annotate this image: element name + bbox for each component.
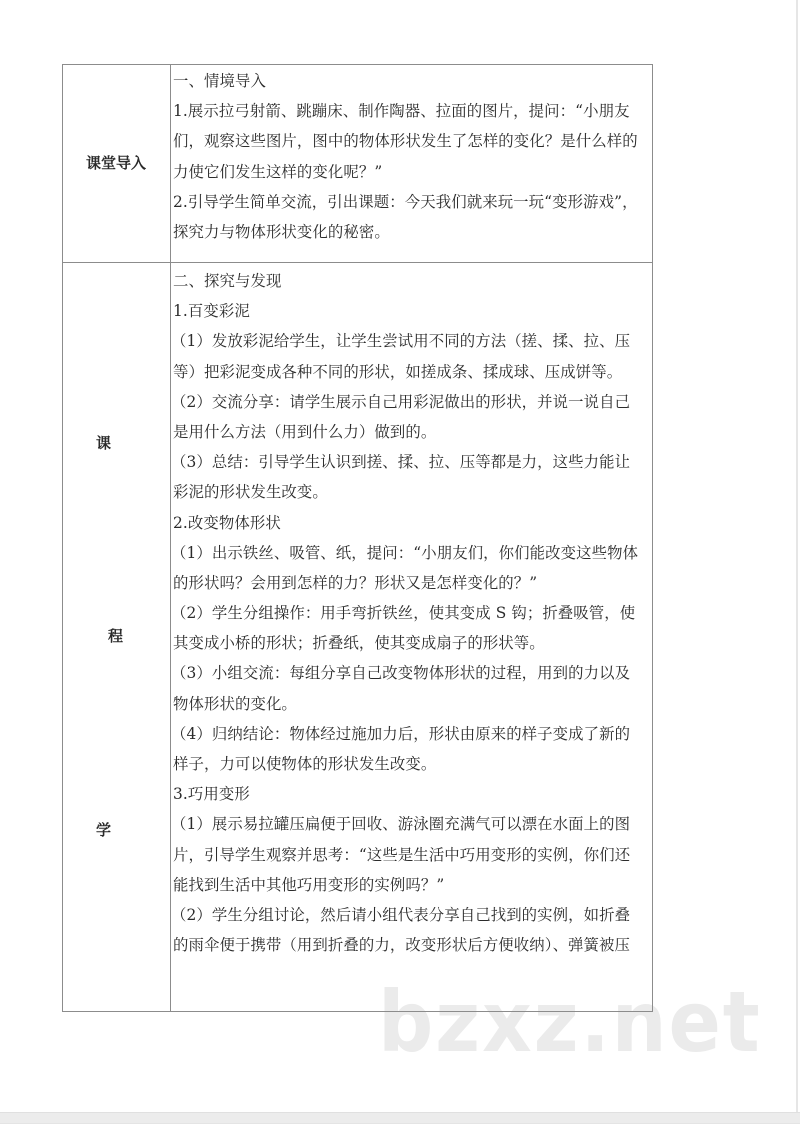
- text-line: （1）出示铁丝、吸管、纸，提问：“小朋友们，你们能改变这些物体: [171, 543, 639, 562]
- text-line: 片，引导学生观察并思考：“这些是生活中巧用变形的实例，你们还: [173, 845, 631, 864]
- lesson-plan-table: [62, 64, 653, 1012]
- text-line: （2）交流分享：请学生展示自己用彩泥做出的形状，并说一说自己: [171, 392, 631, 411]
- subsection-heading: 3.巧用变形: [173, 785, 250, 804]
- text-line: 其变成小桥的形状；折叠纸，使其变成扇子的形状等。: [173, 634, 545, 653]
- text-line: 是用什么方法（用到什么力）做到的。: [173, 422, 437, 441]
- text-line: 探究力与物体形状变化的秘密。: [173, 222, 390, 241]
- page-edge: [796, 0, 798, 1112]
- text-line: （1）展示易拉罐压扁便于回收、游泳圈充满气可以漂在水面上的图: [171, 815, 631, 834]
- text-line: 彩泥的形状发生改变。: [173, 483, 328, 502]
- text-line: 的形状吗？会用到怎样的力？形状又是怎样变化的？”: [173, 573, 538, 592]
- subsection-heading: 1.百变彩泥: [173, 302, 250, 321]
- text-line: 样子，力可以使物体的形状发生改变。: [173, 755, 437, 773]
- text-line: （4）归纳结论：物体经过施加力后，形状由原来的样子变成了新的: [171, 724, 631, 743]
- text-line: 能找到生活中其他巧用变形的实例吗？”: [173, 875, 445, 894]
- table-row-lesson-process: [63, 263, 653, 1012]
- text-line: 物体形状的变化。: [173, 694, 297, 713]
- text-line: （3）总结：引导学生认识到搓、揉、拉、压等都是力，这些力能让: [171, 453, 631, 472]
- row-label-introduction: 课堂导入: [86, 154, 147, 172]
- row-label-char-1: 课: [96, 434, 112, 452]
- section-heading: 一、情境导入: [173, 72, 266, 90]
- text-line: 1.展示拉弓射箭、跳蹦床、制作陶器、拉面的图片，提问：“小朋友: [173, 102, 630, 121]
- page-separator: [0, 1112, 800, 1124]
- table-row-introduction: [63, 65, 653, 263]
- text-line: 力使它们发生这样的变化呢？”: [173, 162, 383, 181]
- text-line: （1）发放彩泥给学生，让学生尝试用不同的方法（搓、揉、拉、压: [171, 332, 631, 351]
- text-line: 等）把彩泥变成各种不同的形状，如搓成条、揉成球、压成饼等。: [173, 362, 623, 381]
- section-heading: 二、探究与发现: [173, 272, 282, 290]
- watermark: bzxz.net: [378, 973, 762, 1071]
- row-content-introduction: [171, 65, 653, 263]
- row-content-lesson-process: [171, 263, 653, 1012]
- row-label-cell: [63, 263, 171, 1012]
- row-label-cell: [63, 65, 171, 263]
- text-line: 的雨伞便于携带（用到折叠的力，改变形状后方便收纳）、弹簧被压: [173, 936, 631, 955]
- subsection-heading: 2.改变物体形状: [173, 513, 281, 532]
- text-line: （2）学生分组操作：用手弯折铁丝，使其变成 S 钩；折叠吸管，使: [171, 604, 636, 623]
- text-line: （2）学生分组讨论，然后请小组代表分享自己找到的实例，如折叠: [171, 905, 631, 924]
- text-line: 们，观察这些图片，图中的物体形状发生了怎样的变化？是什么样的: [173, 132, 638, 151]
- text-line: （3）小组交流：每组分享自己改变物体形状的过程，用到的力以及: [171, 664, 631, 683]
- row-label-char-2: 程: [108, 627, 124, 645]
- text-line: 2.引导学生简单交流，引出课题：今天我们就来玩一玩“变形游戏”，: [173, 192, 638, 211]
- row-label-char-3: 学: [96, 821, 112, 839]
